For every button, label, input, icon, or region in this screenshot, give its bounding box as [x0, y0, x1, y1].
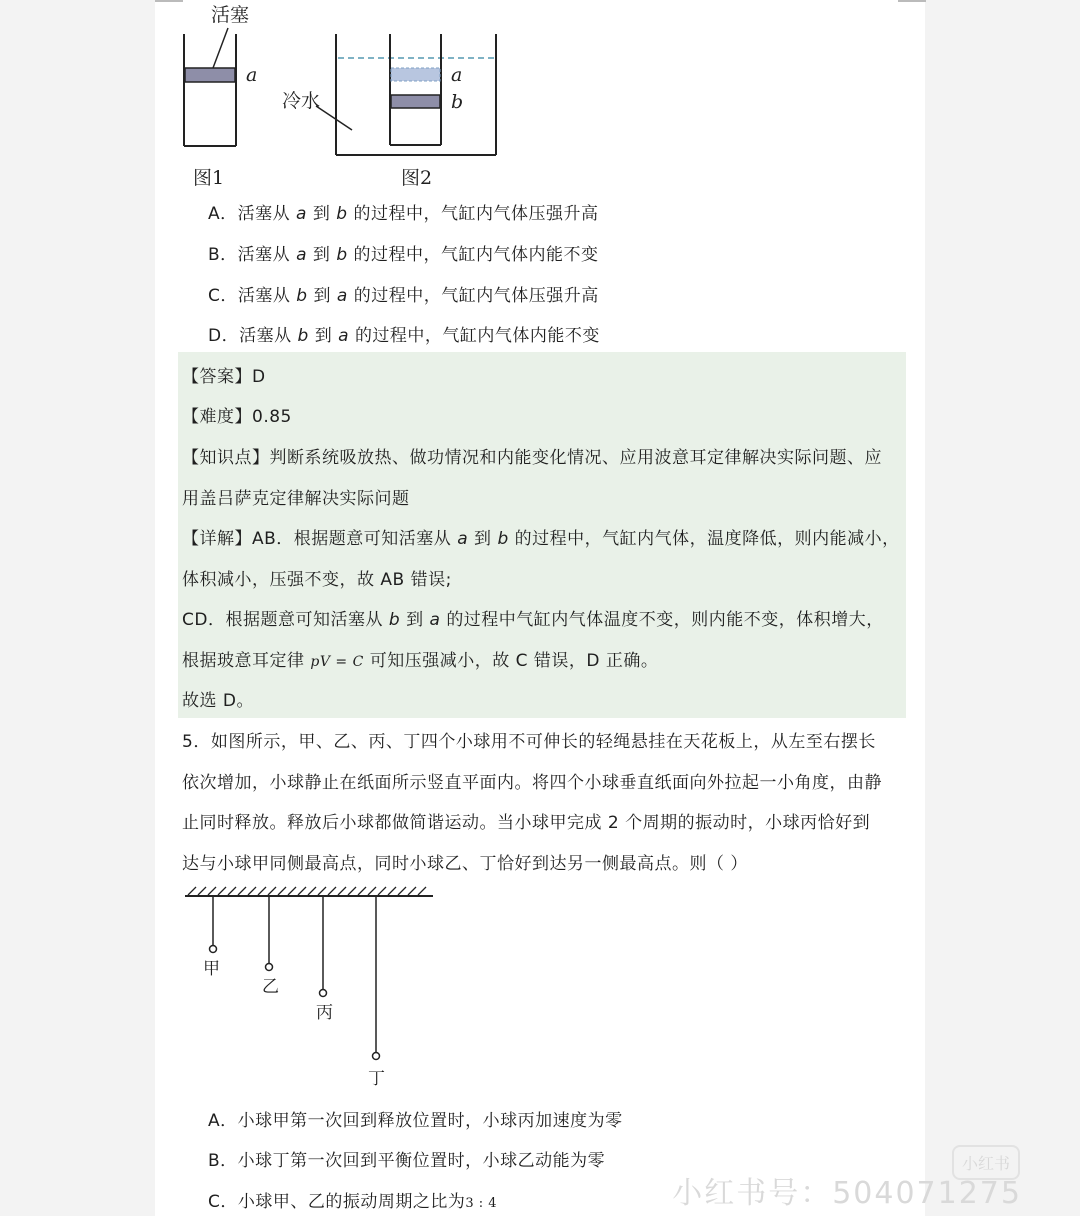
piston-label-leader	[213, 28, 228, 68]
q5-text-line-2: 依次增加，小球静止在纸面所示竖直平面内。将四个小球垂直纸面向外拉起一小角度，由静	[182, 773, 882, 793]
q5-option-c: C．小球甲、乙的振动周期之比为3 : 4	[208, 1192, 498, 1212]
formula: pV = C	[310, 654, 364, 670]
detail-line-5: 故选 D。	[182, 691, 254, 711]
cylinder-figure	[0, 0, 1080, 195]
fig2-piston-position-b	[391, 95, 440, 108]
watermark: 小红书号：504071275	[672, 1176, 1022, 1211]
ball-yi	[266, 964, 273, 971]
ball-ding	[373, 1053, 380, 1060]
q5-text-line-3: 止同时释放。释放后小球都做简谐运动。当小球甲完成 2 个周期的振动时，小球丙恰好到	[182, 813, 871, 833]
q5-text-line-1: 5．如图所示，甲、乙、丙、丁四个小球用不可伸长的轻绳悬挂在天花板上，从左至右摆长	[182, 732, 876, 752]
cold-water-label: 冷水	[282, 90, 321, 112]
detail-line-4: 根据玻意耳定律 pV = C 可知压强减小，故 C 错误，D 正确。	[182, 651, 659, 671]
ball-bing	[320, 990, 327, 997]
label-bing: 丙	[316, 1003, 333, 1023]
piston-label: 活塞	[211, 4, 250, 26]
q4-option-b: B．活塞从 a 到 b 的过程中，气缸内气体内能不变	[208, 245, 599, 265]
knowledge-line-1: 【知识点】判断系统吸放热、做功情况和内能变化情况、应用波意耳定律解决实际问题、应	[182, 448, 882, 468]
pendulum-diagram	[0, 880, 1080, 1100]
fig2-label-b: b	[451, 91, 464, 113]
knowledge-line-2: 用盖吕萨克定律解决实际问题	[182, 489, 410, 509]
pendulum-figure	[0, 880, 1080, 1100]
q5-option-b: B．小球丁第一次回到平衡位置时，小球乙动能为零	[208, 1151, 606, 1171]
fig1-caption: 图1	[193, 167, 225, 189]
label-yi: 乙	[262, 977, 279, 997]
xiaohongshu-logo: 小红书	[952, 1145, 1020, 1180]
detail-line-3: CD．根据题意可知活塞从 b 到 a 的过程中气缸内气体温度不变，则内能不变，体积增大，	[182, 610, 884, 630]
q4-option-a: A．活塞从 a 到 b 的过程中，气缸内气体压强升高	[208, 204, 599, 224]
label-jia: 甲	[203, 959, 220, 979]
q5-text-line-4: 达与小球甲同侧最高点，同时小球乙、丁恰好到达另一侧最高点。则（ ）	[182, 854, 748, 874]
fig2-label-a: a	[451, 64, 463, 86]
cylinder-diagram	[0, 0, 1080, 195]
detail-line-1: 【详解】AB．根据题意可知活塞从 a 到 b 的过程中，气缸内气体，温度降低，则内能减小，	[182, 529, 900, 549]
q4-option-c: C．活塞从 b 到 a 的过程中，气缸内气体压强升高	[208, 286, 599, 306]
q4-option-d: D．活塞从 b 到 a 的过程中，气缸内气体内能不变	[208, 326, 600, 346]
fig1-label-a: a	[246, 64, 258, 86]
fig1-piston	[185, 68, 235, 82]
ceiling-hatch	[188, 887, 426, 895]
detail-line-2: 体积减小，压强不变，故 AB 错误;	[182, 570, 452, 590]
difficulty-line: 【难度】0.85	[182, 407, 292, 427]
cold-water-leader	[316, 106, 352, 130]
q5-option-a: A．小球甲第一次回到释放位置时，小球丙加速度为零	[208, 1111, 623, 1131]
label-ding: 丁	[368, 1069, 385, 1089]
fig2-caption: 图2	[401, 167, 433, 189]
ratio: 3 : 4	[465, 1196, 498, 1211]
answer-line: 【答案】D	[182, 367, 266, 387]
fig2-piston-position-a	[391, 68, 440, 81]
ball-jia	[210, 946, 217, 953]
